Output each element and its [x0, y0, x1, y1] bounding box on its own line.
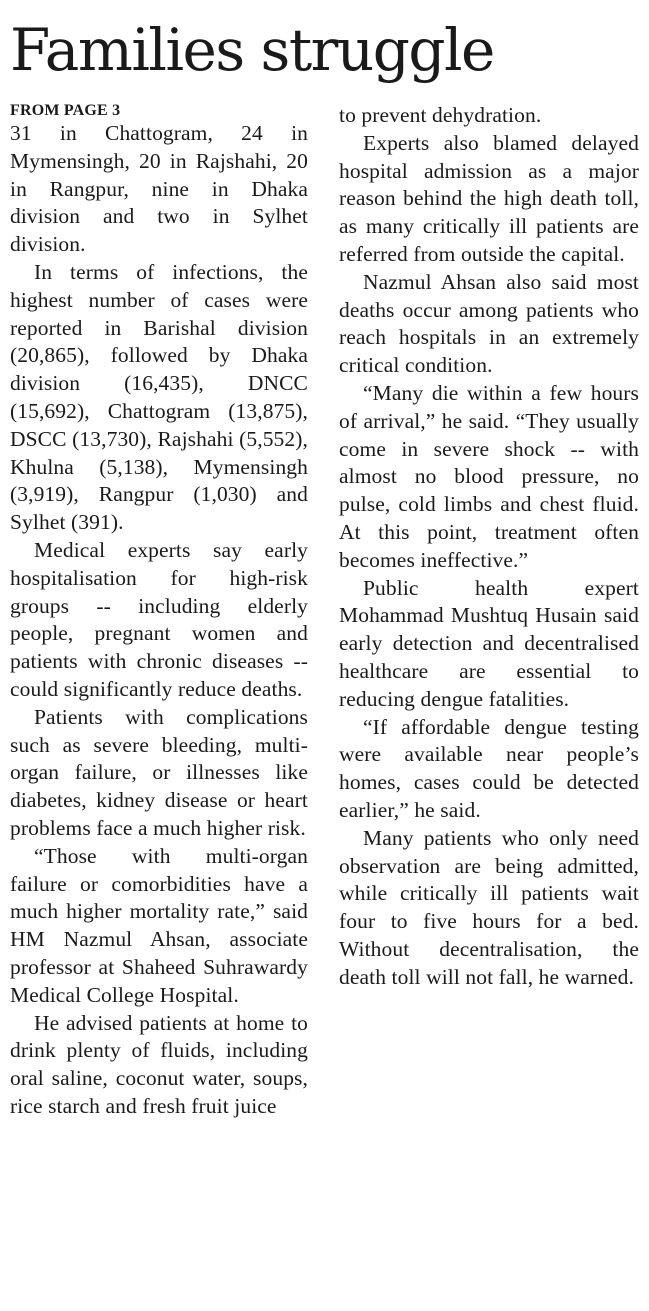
right-column: [339, 102, 639, 1121]
paragraph: Many patients who only need observation are being admitted, while critically ill patients wait four to five hours for a bed. Without decentralisation, the death toll will not fall, he warned.: [339, 825, 639, 989]
paragraph: “Those with multi-organ failure or comorbidities have a much higher mortality rate,” said HM Nazmul Ahsan, associate professor at Shaheed Suhrawardy Medical College Hospital.: [10, 843, 308, 1007]
paragraph: 31 in Chattogram, 24 in Mymensingh, 20 in Rajshahi, 20 in Rangpur, nine in Dhaka division and two in Sylhet division.: [10, 121, 308, 257]
paragraph: He advised patients at home to drink plenty of fluids, including oral saline, coconut water, soups, rice starch and fresh fruit juice: [10, 1010, 308, 1118]
left-column: [10, 102, 308, 1121]
article-headline: Families struggle: [10, 16, 494, 84]
paragraph: Experts also blamed delayed hospital admission as a major reason behind the high death toll, as many critically ill patients are referred from outside the capital.: [339, 130, 639, 266]
article-columns: [10, 102, 639, 1121]
paragraph: Patients with complications such as severe bleeding, multi-organ failure, or illnesses like diabetes, kidney disease or heart problems face a much higher risk.: [10, 704, 308, 840]
paragraph: “Many die within a few hours of arrival,” he said. “They usually come in severe shock -- with almost no blood pressure, no pulse, cold limbs and chest fluid. At this point, treatment often becomes ineffective.”: [339, 380, 639, 572]
paragraph: Medical experts say early hospitalisation for high-risk groups -- including elderly people, pregnant women and patients with chronic diseases -- could significantly reduce deaths.: [10, 537, 308, 701]
paragraph: In terms of infections, the highest number of cases were reported in Barishal division (20,865), followed by Dhaka division (16,435), DNCC (15,692), Chattogram (13,875), DSCC (13,730), Rajshahi (5,552), Khulna (5,138), Mymensingh (3,919), Rangpur (1,030) and Sylhet (391).: [10, 259, 308, 535]
paragraph: to prevent dehydration.: [339, 103, 542, 127]
paragraph: Public health expert Mohammad Mushtuq Husain said early detection and decentralised healthcare are essential to reducing dengue fatalities.: [339, 575, 639, 711]
paragraph: “If affordable dengue testing were available near people’s homes, cases could be detected earlier,” he said.: [339, 714, 639, 822]
continuation-kicker: FROM PAGE 3: [10, 102, 121, 119]
paragraph: Nazmul Ahsan also said most deaths occur among patients who reach hospitals in an extremely critical condition.: [339, 269, 639, 378]
